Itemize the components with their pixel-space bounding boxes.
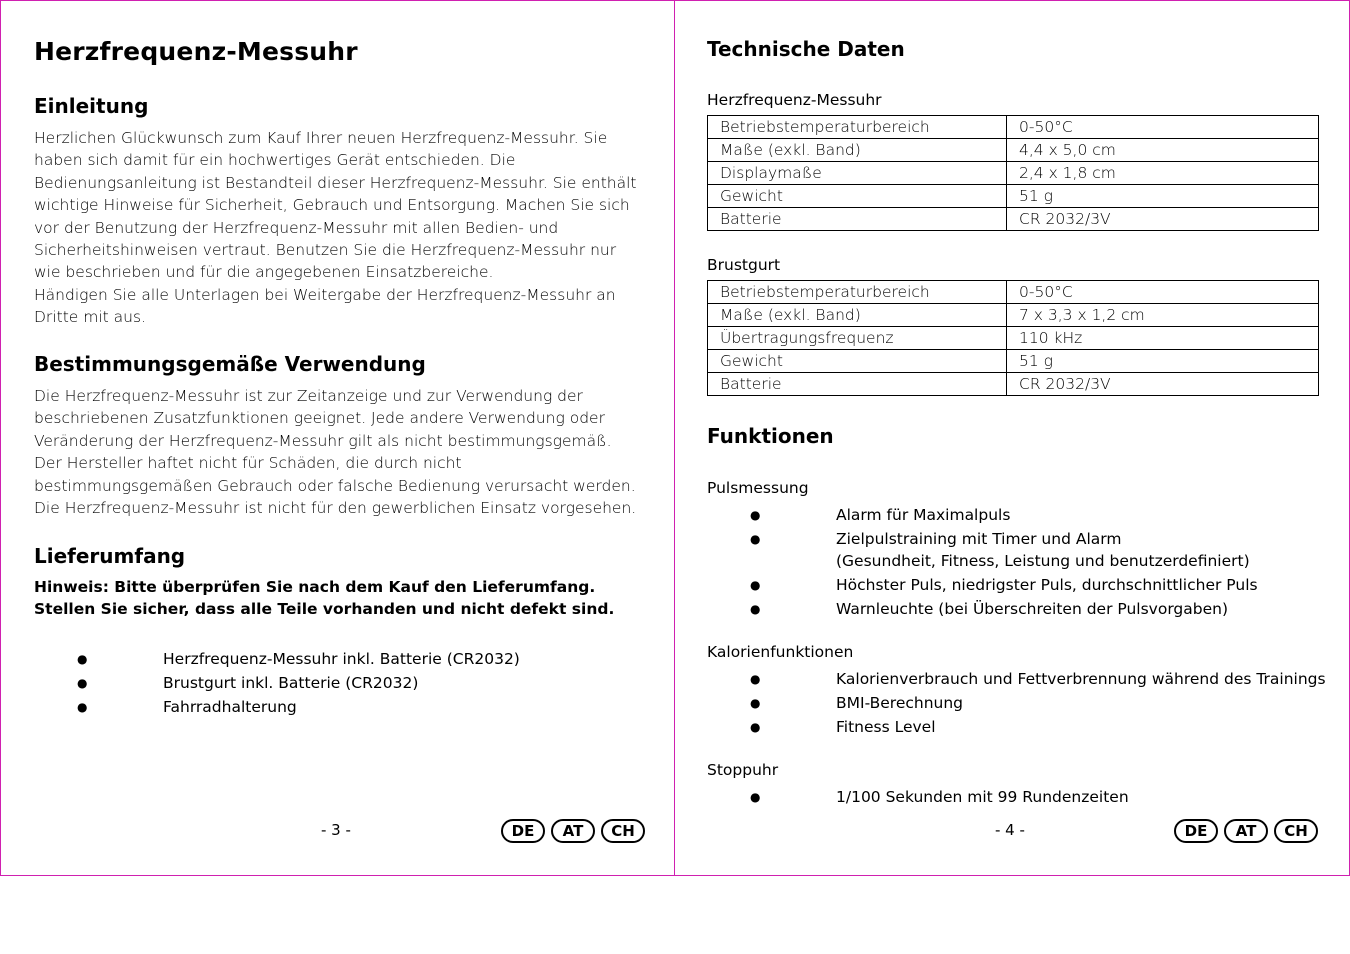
usage-paragraph: Die Herzfrequenz-Messuhr ist zur Zeitanzeige und zur Verwendung der beschriebenen Zusatzfunktionen geeignet. Jede andere Verwendung oder Veränderung der Herzfrequenz-Messuhr gilt als nicht bestimmungsgemäß. Der Hersteller haftet nicht für Schäden, die durch nicht bestimmungsgemäßen Gebrauch oder falsche Bedienung verursacht werden. Die Herzfrequenz-Messuhr ist nicht für den gewerblichen Einsatz vorgesehen. — [34, 387, 637, 518]
badge-at: AT — [1224, 819, 1268, 843]
delivery-note: Hinweis: Bitte überprüfen Sie nach dem Kauf den Lieferumfang. Stellen Sie sicher, dass alle Teile vorhanden und nicht defekt sind. — [34, 578, 615, 619]
intro-heading: Einleitung — [34, 94, 149, 118]
page-left — [0, 0, 675, 876]
page-number: - 3 - — [321, 821, 351, 839]
table-row: Übertragungsfrequenz 110 kHz — [708, 327, 1319, 350]
intro-paragraph-1: Herzlichen Glückwunsch zum Kauf Ihrer neuen Herzfrequenz-Messuhr. Sie haben sich damit für ein hochwertiges Gerät entschieden. Die Bedienungsanleitung ist Bestandteil dieser Herzfrequenz-Messuhr. Sie enthält wichtige Hinweise für Sicherheit, Gebrauch und Entsorgung. Machen Sie sich vor der Benutzung der Herzfrequenz-Messuhr mit allen Bedien- und Sicherheitshinweisen vertraut. Benutzen Sie die Herzfrequenz-Messuhr nur wie beschrieben und für die angegebenen Einsatzbereiche. — [34, 129, 637, 282]
pulse-label: Pulsmessung — [707, 479, 809, 497]
list-item: ● Kalorienverbrauch und Fettverbrennung während des Trainings — [750, 670, 1326, 688]
delivery-heading: Lieferumfang — [34, 544, 186, 568]
list-item: ● Herzfrequenz-Messuhr inkl. Batterie (CR2032) — [77, 650, 520, 668]
watch-spec-table — [707, 115, 1319, 231]
intro-paragraph-2: Händigen Sie alle Unterlagen bei Weitergabe der Herzfrequenz-Messuhr an Dritte mit aus. — [34, 286, 616, 327]
country-badges — [1174, 819, 1318, 843]
table-row: Betriebstemperaturbereich 0-50°C — [708, 281, 1319, 304]
chest-spec-table — [707, 280, 1319, 396]
list-item: (Gesundheit, Fitness, Leistung und benutzerdefiniert) — [836, 552, 1250, 570]
list-item: ● Warnleuchte (bei Überschreiten der Pulsvorgaben) — [750, 600, 1229, 618]
list-item: ● Alarm für Maximalpuls — [750, 506, 1011, 524]
tech-heading: Technische Daten — [707, 37, 905, 61]
table-row: Maße (exkl. Band) 4,4 x 5,0 cm — [708, 139, 1319, 162]
usage-heading: Bestimmungsgemäße Verwendung — [34, 352, 426, 376]
list-item: ● Fitness Level — [750, 718, 936, 736]
badge-de: DE — [1174, 819, 1218, 843]
badge-at: AT — [551, 819, 595, 843]
list-item: ● Brustgurt inkl. Batterie (CR2032) — [77, 674, 419, 692]
badge-ch: CH — [1274, 819, 1318, 843]
page-number: - 4 - — [995, 821, 1025, 839]
list-item: ● Fahrradhalterung — [77, 698, 297, 716]
stopwatch-list — [750, 785, 1340, 809]
table-row: Betriebstemperaturbereich 0-50°C — [708, 116, 1319, 139]
table-row: Maße (exkl. Band) 7 x 3,3 x 1,2 cm — [708, 304, 1319, 327]
calories-list — [750, 667, 1340, 739]
stopwatch-label: Stoppuhr — [707, 761, 779, 779]
badge-ch: CH — [601, 819, 645, 843]
country-badges — [501, 819, 645, 843]
table-row: Batterie CR 2032/3V — [708, 373, 1319, 396]
page-title: Herzfrequenz-Messuhr — [34, 37, 358, 66]
chest-label: Brustgurt — [707, 256, 781, 274]
table-row: Gewicht 51 g — [708, 185, 1319, 208]
pulse-list — [750, 503, 1340, 621]
list-item: ● Höchster Puls, niedrigster Puls, durchschnittlicher Puls — [750, 576, 1258, 594]
list-item: ● Zielpulstraining mit Timer und Alarm — [750, 530, 1122, 548]
page-right — [674, 0, 1350, 876]
list-item: ● 1/100 Sekunden mit 99 Rundenzeiten — [750, 788, 1129, 806]
badge-de: DE — [501, 819, 545, 843]
table-row: Gewicht 51 g — [708, 350, 1319, 373]
calories-label: Kalorienfunktionen — [707, 643, 854, 661]
delivery-list — [77, 647, 637, 719]
functions-heading: Funktionen — [707, 424, 834, 448]
list-item: ● BMI-Berechnung — [750, 694, 964, 712]
watch-label: Herzfrequenz-Messuhr — [707, 91, 882, 109]
table-row: Batterie CR 2032/3V — [708, 208, 1319, 231]
table-row: Displaymaße 2,4 x 1,8 cm — [708, 162, 1319, 185]
